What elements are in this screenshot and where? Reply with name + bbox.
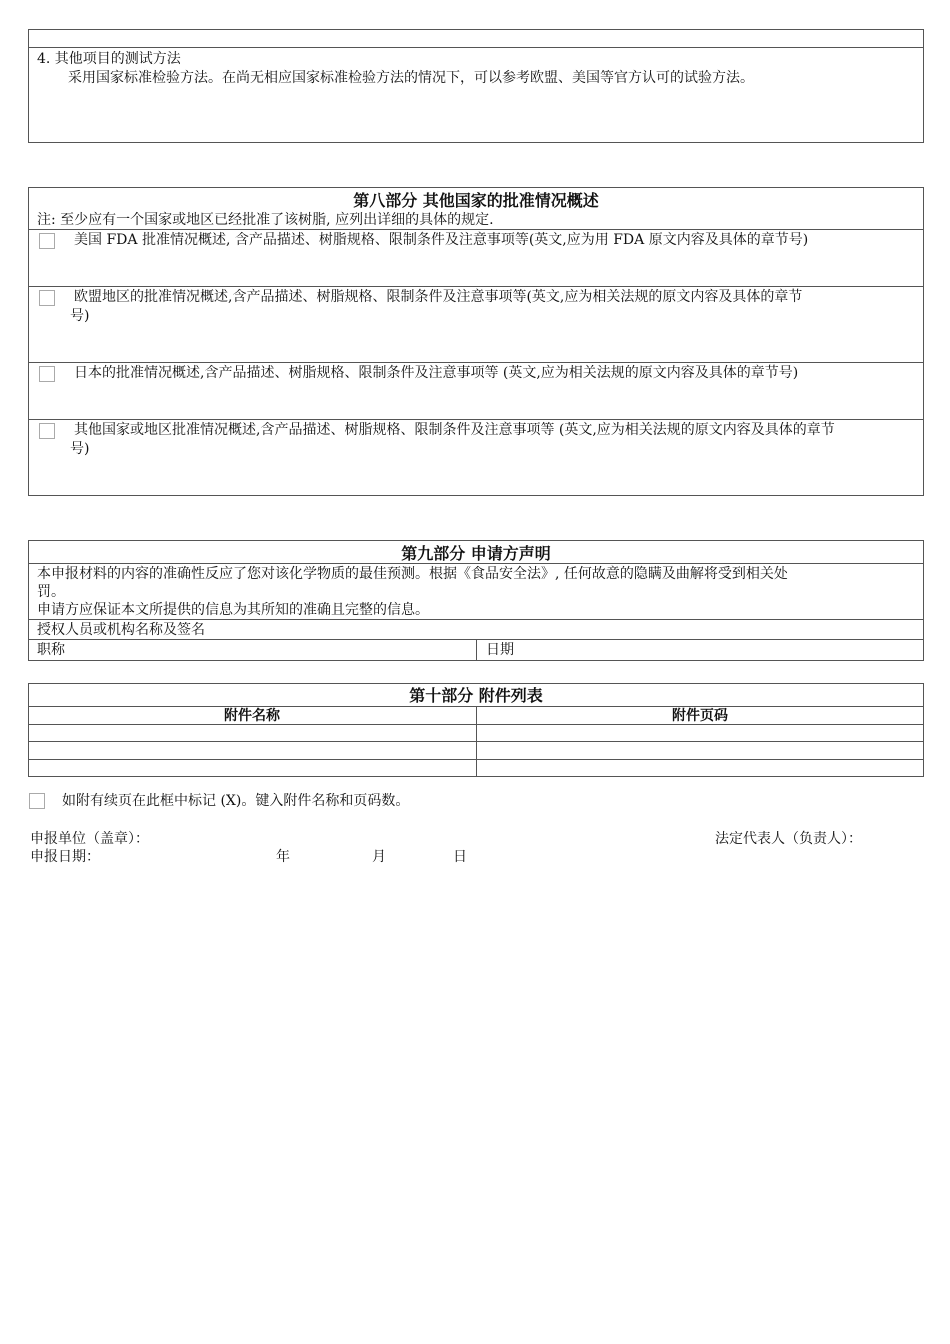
year-label: 年: [276, 849, 290, 865]
application-date-label: 申报日期：: [30, 849, 100, 865]
attachment-page-header: 附件页码: [672, 708, 728, 724]
japan-approval-checkbox[interactable]: [39, 366, 55, 382]
section8-title: 第八部分 其他国家的批准情况概述: [353, 191, 599, 210]
date-label: 日期: [486, 642, 514, 658]
table-row: [28, 759, 924, 760]
divider: [28, 229, 924, 230]
divider: [476, 639, 477, 660]
declaration-text-line2: 罚。: [37, 584, 65, 600]
fda-approval-label: 美国 FDA 批准情况概述, 含产品描述、树脂规格、限制条件及注意事项等(英文,应为用 FDA 原文内容及具体的章节号): [74, 232, 809, 248]
divider: [28, 619, 924, 620]
eu-approval-label-cont: 号): [70, 308, 90, 324]
other-approval-label: 其他国家或地区批准情况概述,含产品描述、树脂规格、限制条件及注意事项等 (英文,应为相关法规的原文内容及具体的章节: [74, 422, 835, 438]
attachment-name-header: 附件名称: [224, 708, 280, 724]
declaration-text-line3: 申请方应保证本文所提供的信息为其所知的准确且完整的信息。: [37, 602, 429, 618]
test-methods-body: 采用国家标准检验方法。在尚无相应国家标准检验方法的情况下，可以参考欧盟、美国等官方认可的试验方法。: [68, 70, 754, 86]
position-label: 职称: [37, 642, 65, 658]
divider: [28, 419, 924, 420]
divider: [28, 286, 924, 287]
declaration-text-line1: 本申报材料的内容的准确性反应了您对该化学物质的最佳预测。根据《食品安全法》, 任何故意的隐瞒及曲解将受到相关处: [37, 566, 788, 582]
eu-approval-label: 欧盟地区的批准情况概述,含产品描述、树脂规格、限制条件及注意事项等(英文,应为相关法规的原文内容及具体的章节: [74, 289, 803, 305]
table-row: [28, 724, 924, 725]
table-row: [28, 741, 924, 742]
applicant-unit-label: 申报单位（盖章）：: [30, 831, 149, 847]
legal-representative-label: 法定代表人（负责人）：: [715, 831, 862, 847]
day-label: 日: [453, 849, 467, 865]
eu-approval-checkbox[interactable]: [39, 290, 55, 306]
divider: [28, 563, 924, 564]
japan-approval-label: 日本的批准情况概述,含产品描述、树脂规格、限制条件及注意事项等 (英文,应为相关法规的原文内容及具体的章节号): [74, 365, 799, 381]
test-methods-heading: 4. 其他项目的测试方法: [37, 51, 181, 67]
other-approval-label-cont: 号): [70, 441, 90, 457]
divider: [28, 47, 924, 48]
month-label: 月: [372, 849, 386, 865]
section9-title: 第九部分 申请方声明: [401, 544, 551, 563]
section10-title: 第十部分 附件列表: [409, 686, 543, 705]
other-approval-checkbox[interactable]: [39, 423, 55, 439]
continuation-label: 如附有续页在此框中标记 (X)。键入附件名称和页码数。: [62, 793, 410, 809]
fda-approval-checkbox[interactable]: [39, 233, 55, 249]
section8-note: 注: 至少应有一个国家或地区已经批准了该树脂, 应列出详细的具体的规定.: [37, 212, 494, 228]
divider: [28, 362, 924, 363]
continuation-checkbox[interactable]: [29, 793, 45, 809]
authorized-signature-label: 授权人员或机构名称及签名: [37, 622, 205, 638]
